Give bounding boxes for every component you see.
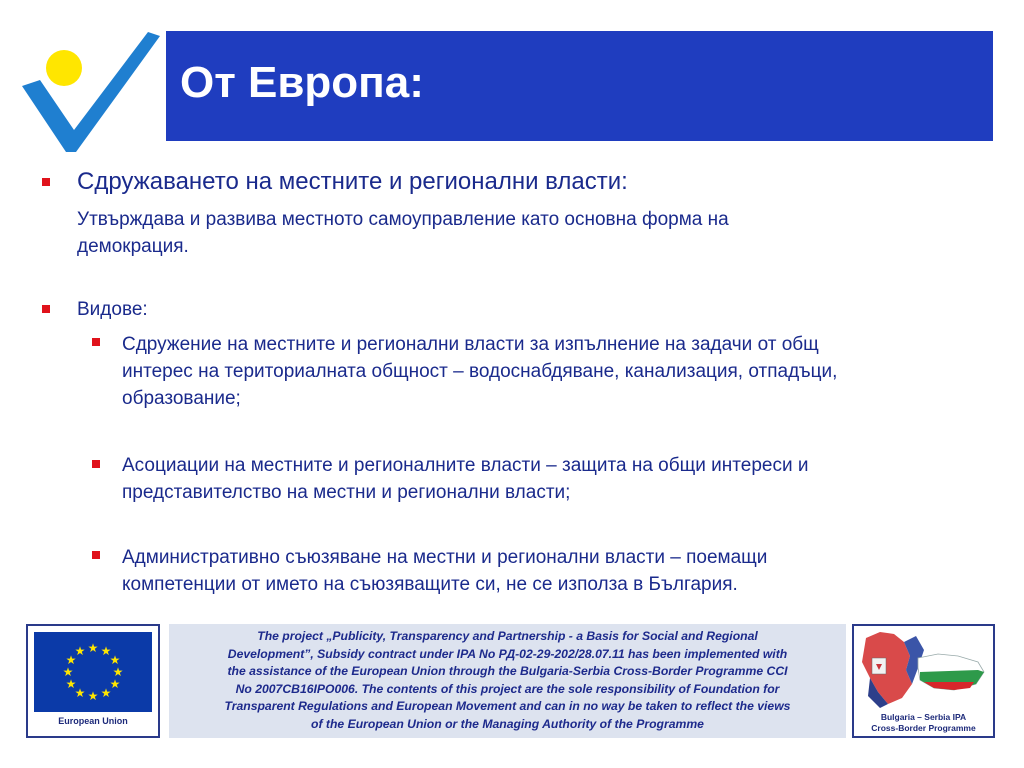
eu-logo-box — [26, 624, 160, 738]
eu-flag-icon — [34, 632, 152, 712]
svg-text:★: ★ — [100, 644, 112, 658]
bullet-icon — [42, 305, 50, 313]
disclaimer-line: Transparent Regulations and European Movement and can in no way be taken to reflect the views — [224, 699, 791, 713]
disclaimer-line: the assistance of the European Union through the Bulgaria-Serbia Cross-Border Programme CCI — [227, 664, 788, 678]
programme-label — [854, 712, 993, 734]
item1-line1: Утвърждава и развива местното самоуправление като основна форма на — [77, 209, 729, 230]
bullet-icon — [42, 178, 50, 186]
item1-line2: демокрация. — [77, 236, 189, 257]
svg-text:★: ★ — [62, 665, 74, 679]
bulgaria-serbia-map-icon — [858, 628, 991, 714]
programme-label-line1: Bulgaria – Serbia IPA — [880, 712, 967, 722]
svg-text:★: ★ — [74, 686, 86, 700]
svg-text:★: ★ — [87, 689, 99, 703]
programme-label-line2: Cross-Border Programme — [871, 723, 976, 733]
programme-logo-box — [852, 624, 995, 738]
checkmark-logo-icon — [18, 28, 164, 154]
disclaimer-box — [169, 624, 846, 738]
page-title: От Европа: — [180, 58, 424, 107]
sub-bullet-icon — [92, 460, 100, 468]
subitem1-line3: образование; — [122, 388, 241, 409]
svg-text:★: ★ — [109, 677, 121, 691]
disclaimer-line: of the European Union or the Managing Authority of the Programme — [311, 716, 704, 731]
subitem1-line1: Сдружение на местните и регионални власти за изпълнение на задачи от общ — [122, 334, 819, 355]
disclaimer-text — [175, 628, 840, 733]
title-bar — [166, 31, 993, 141]
subitem3-line1: Административно съюзяване на местни и регионални власти – поемащи — [122, 547, 768, 568]
svg-text:★: ★ — [65, 653, 77, 667]
subitem2-line2: представителство на местни и регионални власти; — [122, 482, 571, 503]
eu-label: European Union — [58, 716, 128, 726]
svg-text:★: ★ — [112, 665, 124, 679]
svg-text:★: ★ — [100, 686, 112, 700]
disclaimer-line: No 2007CB16IPO006. The contents of this project are the sole responsibility of Foundation for — [235, 681, 780, 696]
item1-heading: Сдружаването на местните и регионални власти: — [77, 168, 628, 195]
svg-text:★: ★ — [87, 641, 99, 655]
svg-text:★: ★ — [109, 653, 121, 667]
sub-bullet-icon — [92, 551, 100, 559]
subitem1-line2: интерес на териториалната общност – водоснабдяване, канализация, отпадъци, — [122, 361, 838, 382]
subitem3-line2: компетенции от името на съюзяващите си, не се използа в България. — [122, 574, 738, 595]
subitem2-line1: Асоциации на местните и регионалните власти – защита на общи интереси и — [122, 455, 809, 476]
svg-text:★: ★ — [74, 644, 86, 658]
disclaimer-line: The project „Publicity, Transparency and Partnership - a Basis for Social and Regional — [257, 629, 758, 643]
disclaimer-line: Development”, Subsidy contract under IPA No РД-02-29-202/28.07.11 has been implemented with — [227, 646, 788, 661]
item2-heading: Видове: — [77, 299, 148, 320]
svg-text:★: ★ — [65, 677, 77, 691]
sub-bullet-icon — [92, 338, 100, 346]
